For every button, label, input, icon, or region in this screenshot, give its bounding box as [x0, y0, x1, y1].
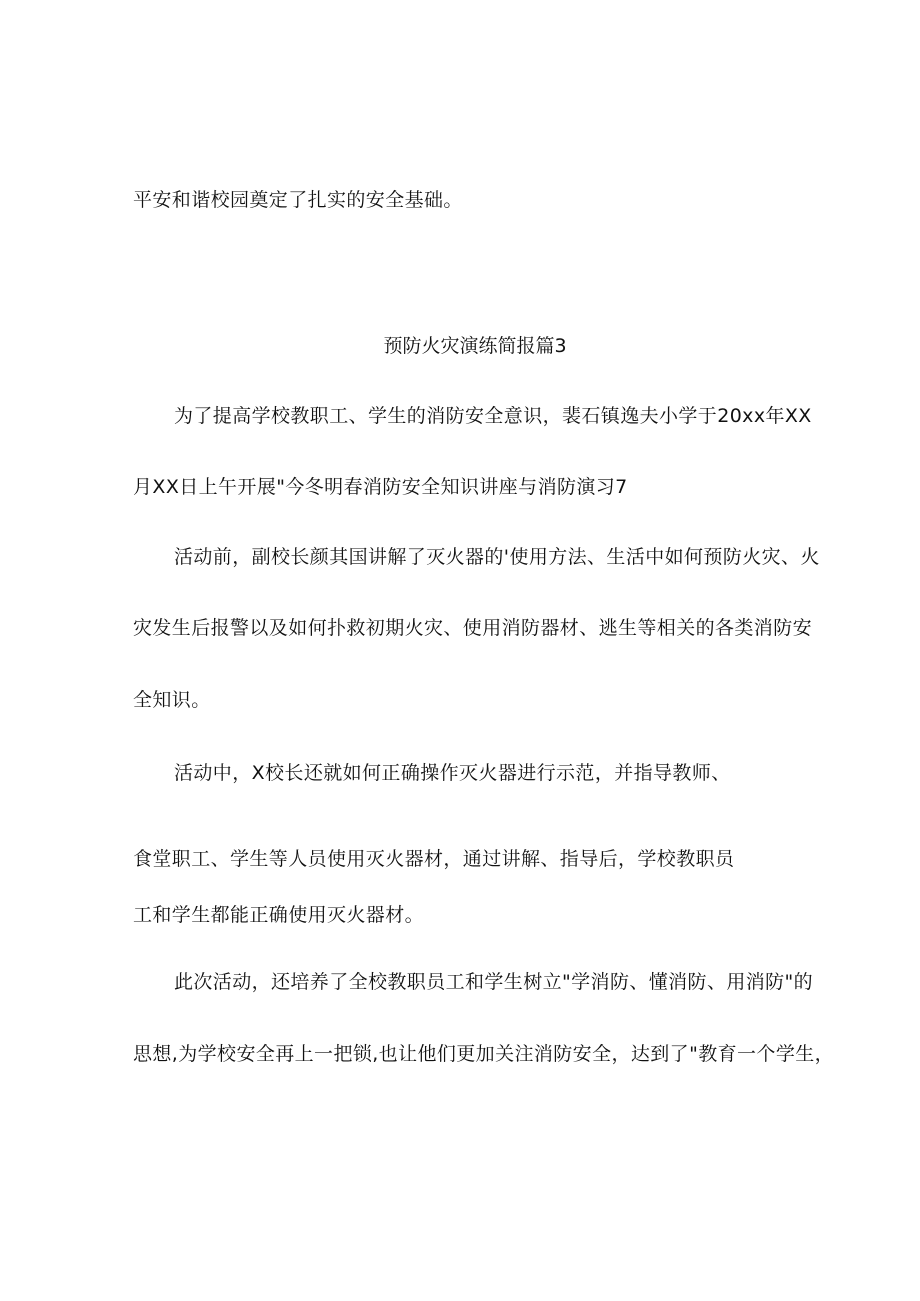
paragraph-line: 此次活动，还培养了全校教职员工和学生树立"学消防、懂消防、用消防"的: [174, 971, 814, 993]
paragraph-line: 食堂职工、学生等人员使用灭火器材，通过讲解、指导后，学校教职员: [133, 848, 735, 870]
paragraph-line: 全知识。: [133, 689, 211, 711]
paragraph-line: 活动前，副校长颜其国讲解了灭火器的'使用方法、生活中如何预防火灾、火: [174, 546, 820, 568]
paragraph-line: 思想,为学校安全再上一把锁,也让他们更加关注消防安全，达到了"教育一个学生，: [133, 1043, 835, 1065]
section-heading: 预防火灾演练简报篇3: [383, 335, 567, 357]
paragraph-line: 灾发生后报警以及如何扑救初期火灾、使用消防器材、逃生等相关的各类消防安: [133, 617, 813, 639]
paragraph-line: 平安和谐校园奠定了扎实的安全基础。: [133, 189, 463, 211]
paragraph-line: 为了提高学校教职工、学生的消防安全意识，裴石镇逸夫小学于20xx年XX: [174, 405, 812, 427]
paragraph-line: 活动中，X校长还就如何正确操作灭火器进行示范，并指导教师、: [174, 762, 731, 784]
paragraph-line: 月XX日上午开展"今冬明春消防安全知识讲座与消防演习7: [133, 476, 628, 498]
paragraph-line: 工和学生都能正确使用灭火器材。: [133, 904, 425, 926]
